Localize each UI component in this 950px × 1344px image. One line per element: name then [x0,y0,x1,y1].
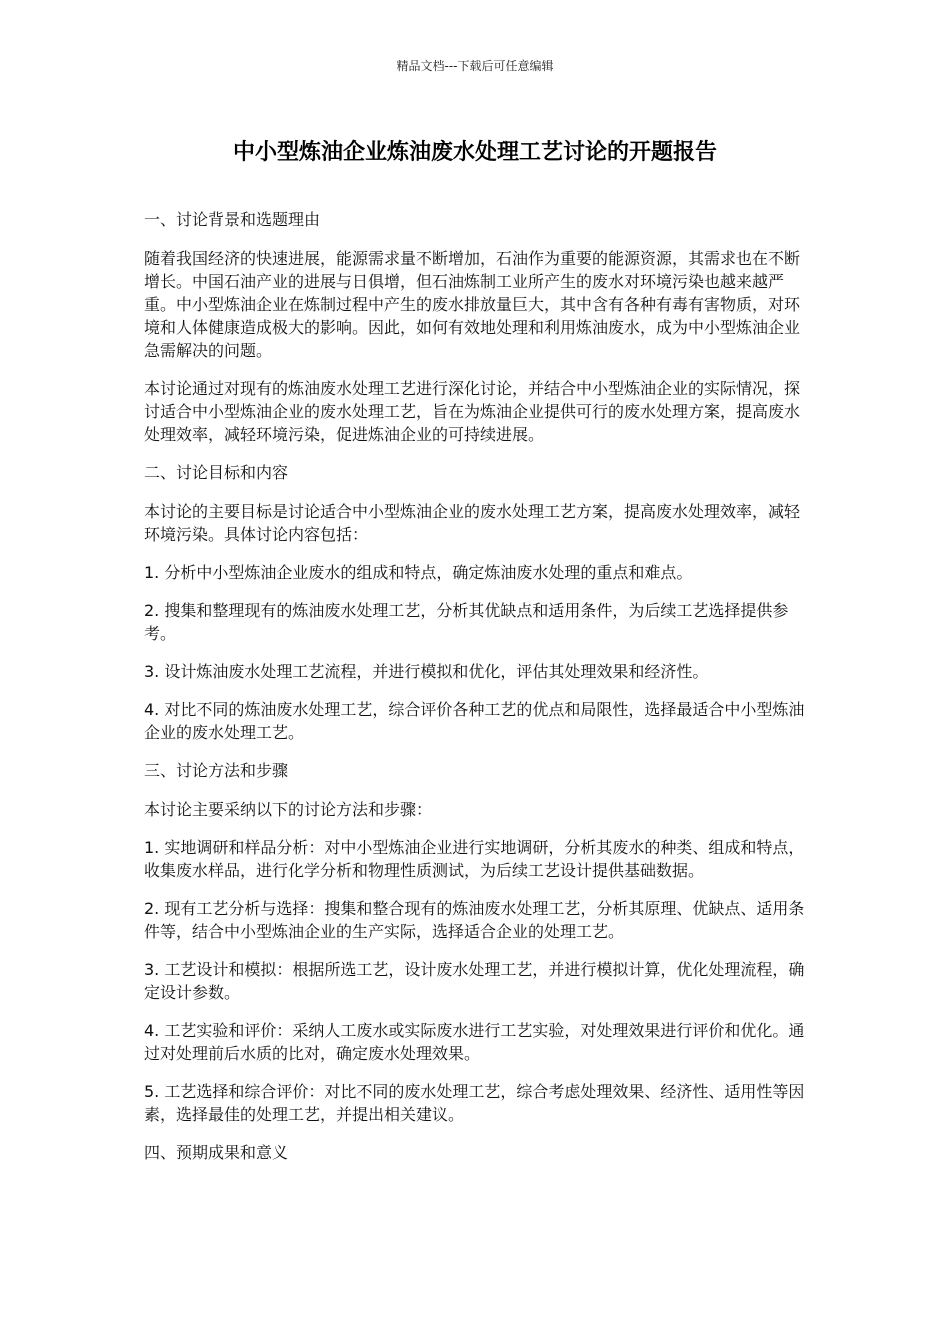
section-heading-objectives: 二、讨论目标和内容 [144,463,289,482]
objective-item-1: 1. 分析中小型炼油企业废水的组成和特点，确定炼油废水处理的重点和难点。 [144,563,693,582]
document-body [144,208,808,1180]
paragraph-background-2: 本讨论通过对现有的炼油废水处理工艺进行深化讨论，并结合中小型炼油企业的实际情况，探讨适合中小型炼油企业的废水处理工艺，旨在为炼油企业提供可行的废水处理方案，提高废水处理效率，减轻环境污染，促进炼油企业的可持续进展。 [144,379,801,444]
paragraph-objectives-intro: 本讨论的主要目标是讨论适合中小型炼油企业的废水处理工艺方案，提高废水处理效率，减轻环境污染。具体讨论内容包括： [144,502,801,544]
section-heading-background: 一、讨论背景和选题理由 [144,210,321,229]
header-note: 精品文档---下载后可任意编辑 [396,59,554,73]
objective-item-3: 3. 设计炼油废水处理工艺流程，并进行模拟和优化，评估其处理效果和经济性。 [144,662,709,681]
objective-item-4: 4. 对比不同的炼油废水处理工艺，综合评价各种工艺的优点和局限性，选择最适合中小型炼油企业的废水处理工艺。 [144,700,805,742]
method-item-4: 4. 工艺实验和评价：采纳人工废水或实际废水进行工艺实验，对处理效果进行评价和优化。通过对处理前后水质的比对，确定废水处理效果。 [144,1021,805,1063]
method-item-1: 1. 实地调研和样品分析：对中小型炼油企业进行实地调研，分析其废水的种类、组成和特点，收集废水样品，进行化学分析和物理性质测试，为后续工艺设计提供基础数据。 [144,838,805,880]
section-heading-outcomes: 四、预期成果和意义 [144,1143,289,1162]
paragraph-background-1: 随着我国经济的快速进展，能源需求量不断增加，石油作为重要的能源资源，其需求也在不断增长。中国石油产业的进展与日俱增，但石油炼制工业所产生的废水对环境污染也越来越严重。中小型炼油企业在炼制过程中产生的废水排放量巨大，其中含有各种有毒有害物质，对环境和人体健康造成极大的影响。因此，如何有效地处理和利用炼油废水，成为中小型炼油企业急需解决的问题。 [144,249,801,360]
method-item-3: 3. 工艺设计和模拟：根据所选工艺，设计废水处理工艺，并进行模拟计算，优化处理流程，确定设计参数。 [144,960,805,1002]
objective-item-2: 2. 搜集和整理现有的炼油废水处理工艺，分析其优缺点和适用条件，为后续工艺选择提供参考。 [144,601,789,643]
paragraph-methods-intro: 本讨论主要采纳以下的讨论方法和步骤： [144,800,433,819]
document-title: 中小型炼油企业炼油废水处理工艺讨论的开题报告 [232,140,717,165]
section-heading-methods: 三、讨论方法和步骤 [144,761,289,780]
method-item-5: 5. 工艺选择和综合评价：对比不同的废水处理工艺，综合考虑处理效果、经济性、适用性等因素，选择最佳的处理工艺，并提出相关建议。 [144,1082,805,1124]
method-item-2: 2. 现有工艺分析与选择：搜集和整合现有的炼油废水处理工艺，分析其原理、优缺点、适用条件等，结合中小型炼油企业的生产实际，选择适合企业的处理工艺。 [144,899,805,941]
